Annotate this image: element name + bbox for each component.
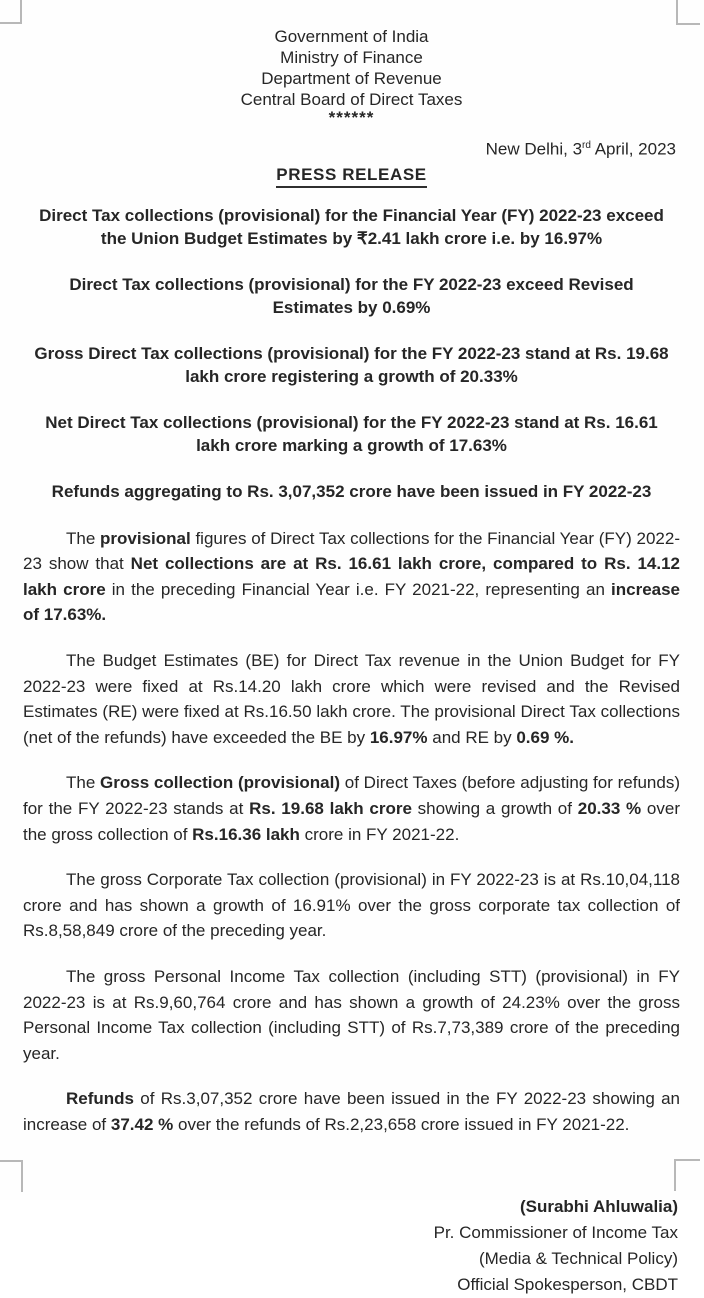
org-line-government: Government of India (274, 27, 429, 46)
org-line-board: Central Board of Direct Taxes (240, 90, 463, 109)
corner-mark-top-left (0, 0, 22, 24)
dateline-city-day: New Delhi, 3 (485, 139, 583, 159)
signatory-division: (Media & Technical Policy) (478, 1248, 678, 1268)
signature-block (23, 1194, 680, 1298)
headline-net-collections: Net Direct Tax collections (provisional) for the FY 2022-23 stand at Rs. 16.61 lakh crore marking a growth of 17.63% (45, 412, 658, 455)
org-line-department: Department of Revenue (261, 69, 442, 88)
star-separator: ****** (328, 108, 375, 127)
corner-mark-bottom-left (0, 1160, 23, 1192)
headline-budget-estimates: Direct Tax collections (provisional) for the Financial Year (FY) 2022-23 exceed the Union Budget Estimates by ₹2.41 lakh crore i.e. by 16.97% (39, 205, 664, 248)
corner-mark-top-right (676, 0, 700, 25)
paragraph-gross-collection: The Gross collection (provisional) of Direct Taxes (before adjusting for refunds) for the FY 2022-23 stands at Rs. 19.68 lakh crore showing a growth of 20.33 % over the gross collection of Rs.16.36 lakh crore in FY 2021-22. (23, 773, 680, 844)
paragraph-corporate-tax: The gross Corporate Tax collection (provisional) in FY 2022-23 is at Rs.10,04,118 crore and has shown a growth of 16.91% over the gross corporate tax collection of Rs.8,58,849 crore of the preceding year. (23, 870, 680, 941)
corner-mark-bottom-right (674, 1159, 700, 1191)
dateline-ordinal: rd (582, 140, 591, 151)
press-release-title: PRESS RELEASE (276, 165, 426, 188)
letterhead (23, 26, 680, 110)
paragraph-personal-income-tax: The gross Personal Income Tax collection (including STT) (provisional) in FY 2022-23 is at Rs.9,60,764 crore and has shown a growth of 24.23% over the gross Personal Income Tax collection (including STT) of Rs.7,73,389 crore of the preceding year. (23, 966, 680, 1063)
dateline-rest: April, 2023 (590, 139, 676, 159)
signatory-role: Official Spokesperson, CBDT (457, 1274, 678, 1294)
headline-revised-estimates: Direct Tax collections (provisional) for the FY 2022-23 exceed Revised Estimates by 0.69% (69, 274, 634, 317)
headline-refunds: Refunds aggregating to Rs. 3,07,352 crore have been issued in FY 2022-23 (51, 481, 652, 501)
signatory-name: (Surabhi Ahluwalia) (519, 1196, 678, 1216)
press-release-title-row (23, 165, 680, 188)
signatory-designation: Pr. Commissioner of Income Tax (433, 1222, 678, 1242)
org-line-ministry: Ministry of Finance (280, 48, 423, 67)
paragraph-budget-estimates: The Budget Estimates (BE) for Direct Tax revenue in the Union Budget for FY 2022-23 were fixed at Rs.14.20 lakh crore which were revised and the Revised Estimates (RE) were fixed at Rs.16.50 lakh crore. The provisional Direct Tax collections (net of the refunds) have exceeded the BE by 16.97% and RE by 0.69 %. (23, 651, 680, 747)
paragraph-refunds: Refunds of Rs.3,07,352 crore have been issued in the FY 2022-23 showing an increase of 37.42 % over the refunds of Rs.2,23,658 crore issued in FY 2021-22. (23, 1089, 680, 1134)
dateline (23, 135, 680, 160)
headline-gross-collections: Gross Direct Tax collections (provisional) for the FY 2022-23 stand at Rs. 19.68 lakh crore registering a growth of 20.33% (34, 343, 669, 386)
paragraph-provisional-figures: The provisional figures of Direct Tax collections for the Financial Year (FY) 2022-23 show that Net collections are at Rs. 16.61 lakh crore, compared to Rs. 14.12 lakh crore in the preceding Financial Year i.e. FY 2021-22, representing an increase of 17.63%. (23, 528, 681, 625)
